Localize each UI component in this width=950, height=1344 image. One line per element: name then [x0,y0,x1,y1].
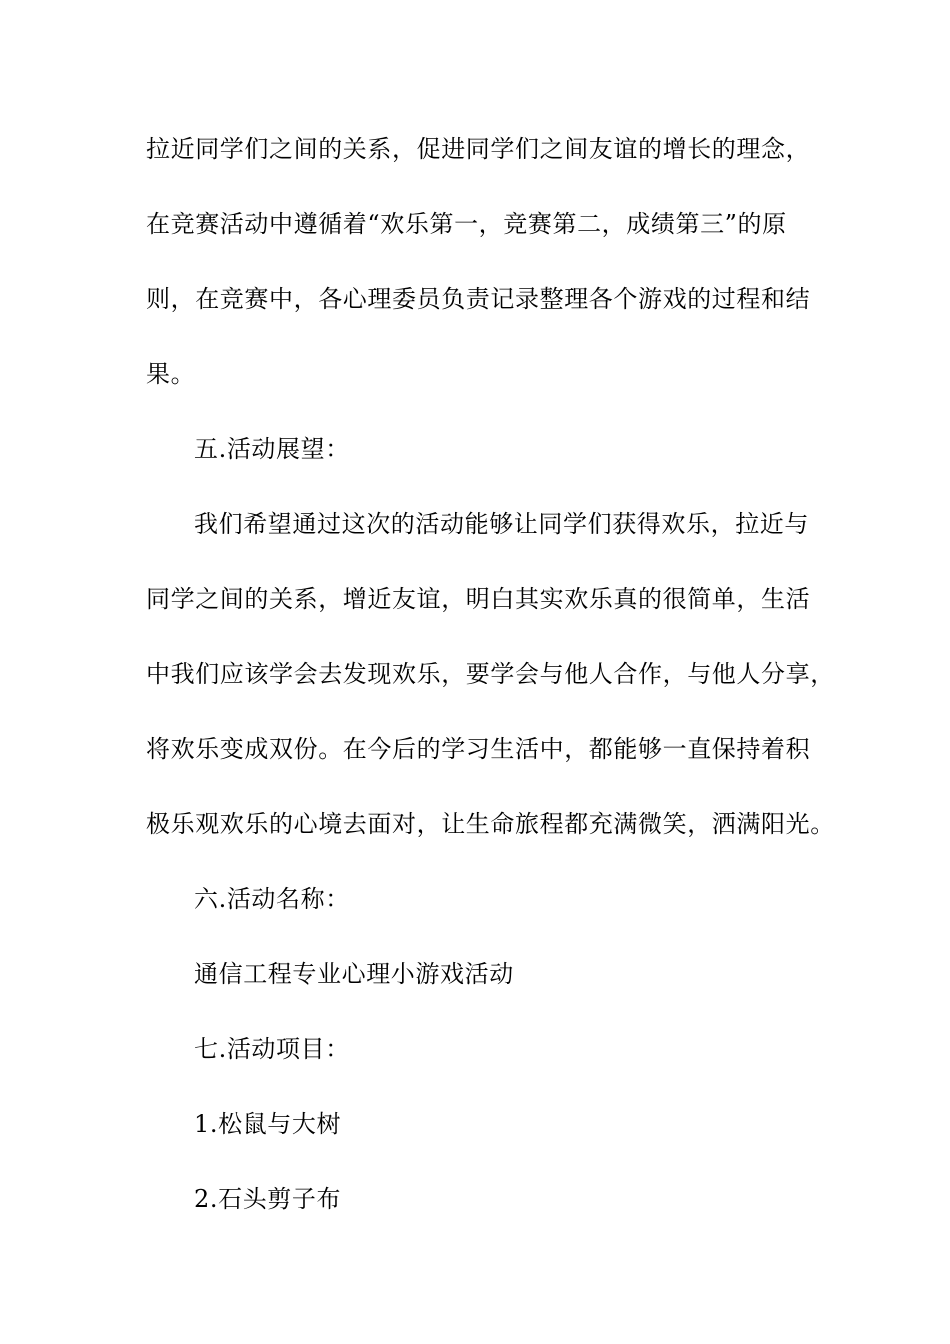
section-heading: 七.活动项目： [194,1035,350,1063]
paragraph-line: 我们希望通过这次的活动能够让同学们获得欢乐，拉近与 [194,510,809,538]
paragraph-line: 拉近同学们之间的关系，促进同学们之间友谊的增长的理念， [146,135,811,163]
paragraph-line: 将欢乐变成双份。在今后的学习生活中，都能够一直保持着积 [146,735,811,763]
list-item: 1.松鼠与大树 [194,1110,342,1138]
section-heading: 五.活动展望： [194,435,350,463]
paragraph-line: 则，在竞赛中，各心理委员负责记录整理各个游戏的过程和结 [146,285,811,313]
paragraph-line: 果。 [146,360,196,388]
paragraph-line: 同学之间的关系，增近友谊，明白其实欢乐真的很简单，生活 [146,585,811,613]
paragraph-line: 中我们应该学会去发现欢乐，要学会与他人合作，与他人分享， [146,660,835,688]
section-heading: 六.活动名称： [194,885,350,913]
list-item: 2.石头剪子布 [194,1185,342,1213]
paragraph-line: 在竞赛活动中遵循着“欢乐第一，竞赛第二，成绩第三”的原 [146,210,787,238]
paragraph-line: 极乐观欢乐的心境去面对，让生命旅程都充满微笑，洒满阳光。 [146,810,835,838]
paragraph-line: 通信工程专业心理小游戏活动 [194,960,514,988]
